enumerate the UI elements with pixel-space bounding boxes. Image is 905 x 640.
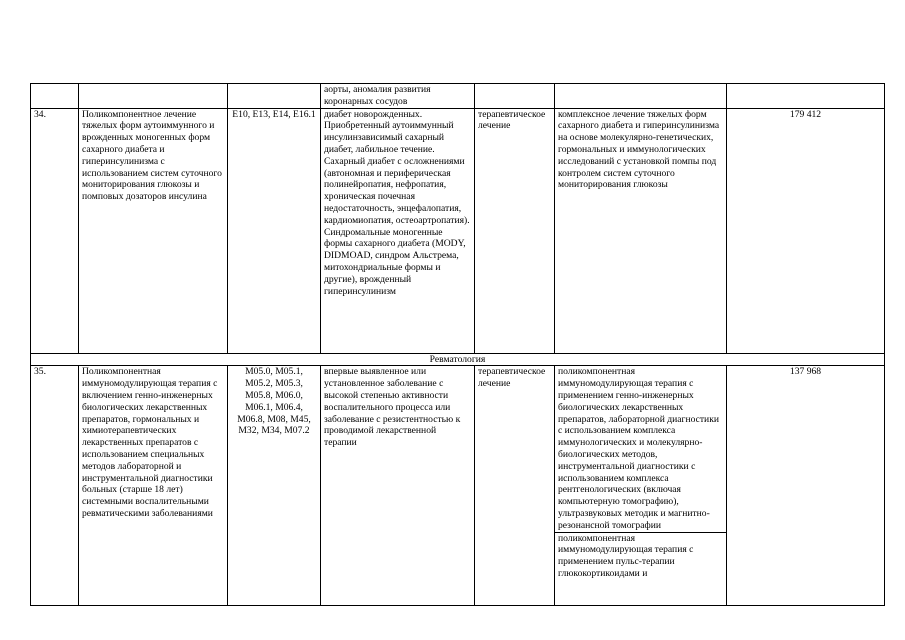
method-text: комплексное лечение тяжелых форм сахарного диабета и гиперинсулинизма на основе молекулярно-генетических, гормональных и иммунологических исследований с установкой помпы под контролем систем суточного мониторирования глюкозы: [558, 108, 720, 191]
cell-cost: 137 968: [727, 366, 885, 606]
cell-treatment-type: терапевтическое лечение: [475, 366, 555, 606]
table-row-35: [31, 366, 885, 606]
cell-cost: [727, 84, 885, 109]
cell-icd-codes: [228, 84, 321, 109]
method-text: поликомпонентная иммуномодулирующая терапия с применением пульс-терапии глюкокортикоидами и: [555, 532, 726, 580]
table-section-row: [31, 353, 885, 366]
medical-care-table: [30, 83, 885, 606]
table-row-continuation: [31, 84, 885, 109]
cell-cost: 179 412: [727, 108, 885, 353]
cell-diseases: диабет новорожденных. Приобретенный аутоиммунный инсулинзависимый сахарный диабет, лабильное течение. Сахарный диабет с осложнениями (автономная и периферическая полинейропатия, нефропатия, хроническая почечная недостаточность, энцефалопатия, кардиомиопатия, остеоартропатия). Синдромальные моногенные формы сахарного диабета (MODY, DIDMOAD, синдром Альстрема, митохондриальные формы и другие), врожденный гиперинсулинизм: [321, 108, 475, 353]
cell-treatment-type: [475, 84, 555, 109]
cell-methods: [555, 84, 727, 109]
cell-treatment-type: терапевтическое лечение: [475, 108, 555, 353]
cell-number: 34.: [31, 108, 79, 353]
method-text: поликомпонентная иммуномодулирующая терапия с применением генно-инженерных биологических лекарственных препаратов, лабораторной диагностики с использованием комплекса иммунологических и молекулярно-биологических методов, инструментальной диагностики с использованием комплекса рентгенологических (включая компьютерную томографию), ультразвуковых методик и магнитно-резонансной томографии: [558, 366, 719, 531]
cell-name: [79, 84, 228, 109]
section-title: Ревматология: [31, 353, 885, 366]
cell-methods: [555, 108, 727, 353]
cell-icd-codes: E10, E13, E14, E16.1: [228, 108, 321, 353]
cell-number: 35.: [31, 366, 79, 606]
cell-icd-codes: M05.0, M05.1, M05.2, M05.3, M05.8, M06.0, M06.1, M06.4, M06.8, M08, M45, M32, M34, M07.2: [228, 366, 321, 606]
cell-diseases: аорты, аномалия развития коронарных сосудов: [321, 84, 475, 109]
cell-number: [31, 84, 79, 109]
table-row-34: [31, 108, 885, 353]
cell-name: Поликомпонентная иммуномодулирующая терапия с включением генно-инженерных биологических лекарственных препаратов, гормональных и химиотерапевтических лекарственных препаратов с использованием специальных методов лабораторной и инструментальной диагностики больных (старше 18 лет) системными воспалительными ревматическими заболеваниями: [79, 366, 228, 606]
cell-methods: [555, 366, 727, 606]
cell-diseases: впервые выявленное или установленное заболевание с высокой степенью активности воспалительного процесса или заболевание с резистентностью к проводимой лекарственной терапии: [321, 366, 475, 606]
cell-name: Поликомпонентное лечение тяжелых форм аутоиммунного и врожденных моногенных форм сахарного диабета и гиперинсулинизма с использованием систем суточного мониторирования глюкозы и помповых дозаторов инсулина: [79, 108, 228, 353]
